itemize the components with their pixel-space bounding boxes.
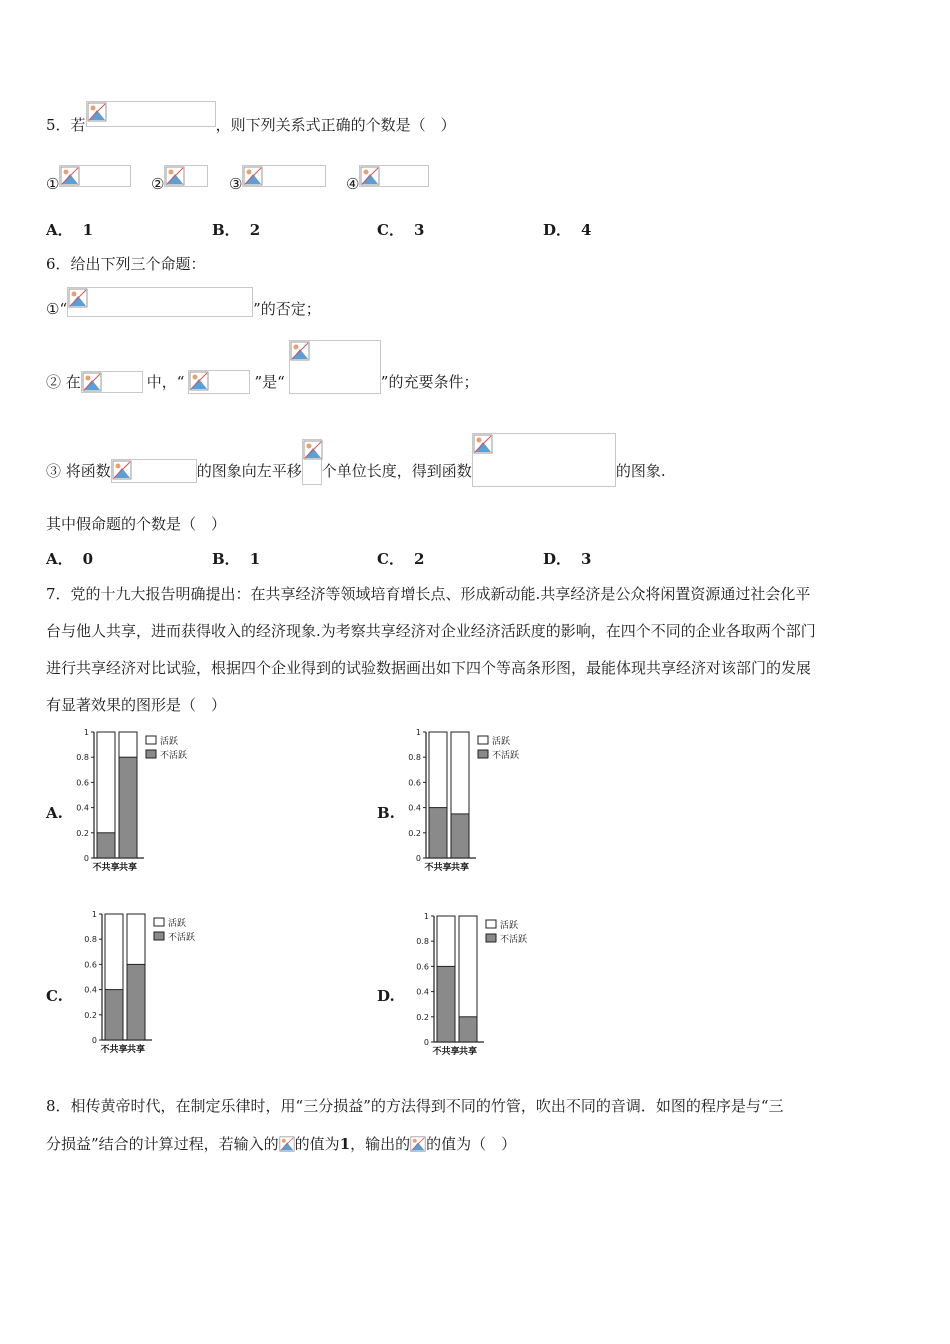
x-category-label: 不共享 <box>432 1047 460 1057</box>
q6-option-c-letter: C． <box>377 550 404 568</box>
broken-image-icon <box>360 166 380 186</box>
x-category-label: 共享 <box>458 1047 478 1057</box>
q7-stem-line-1: 7．党的十九大报告明确提出：在共享经济等领域培育增长点、形成新动能.共享经济是公众将闲置资源通过社会化平 <box>46 585 811 603</box>
q6-p3-a: ③ 将函数 <box>46 462 111 480</box>
y-tick-label: 0.2 <box>416 1012 429 1022</box>
x-category-label: 不共享 <box>424 863 452 873</box>
bar-不活跃-共享 <box>451 814 469 858</box>
legend-swatch <box>154 932 164 940</box>
y-tick-label: 0.4 <box>84 985 97 995</box>
legend-label: 活跃 <box>160 737 179 747</box>
y-tick-label: 0.8 <box>408 753 421 763</box>
y-tick-label: 0 <box>91 1036 97 1045</box>
q6-p3-d: 的图象. <box>615 462 666 480</box>
x-category-label: 共享 <box>126 1045 146 1055</box>
q5-option-d[interactable] <box>543 220 591 240</box>
q7-stem-line-2: 台与他人共享，进而获得收入的经济现象.为考察共享经济对企业经济活跃度的影响，在四个不同的企业各取两个部门 <box>46 622 816 640</box>
q5-option-c-value: 3 <box>413 221 425 239</box>
q5-option-c-letter: C． <box>377 221 404 239</box>
y-tick-label: 0.6 <box>76 778 89 788</box>
q5-item-4-label: ④ <box>346 175 360 193</box>
legend-swatch <box>478 750 488 758</box>
q5-option-a-letter: A． <box>46 221 73 239</box>
legend-label: 不活跃 <box>500 935 528 945</box>
q6-p2-image-1 <box>81 371 143 393</box>
x-category-label: 共享 <box>118 863 138 873</box>
q8-output-var-image <box>410 1135 426 1153</box>
q6-p2-a: ② 在 <box>46 373 81 391</box>
q5-item-2-image <box>164 165 208 187</box>
bar-不活跃-共享 <box>119 757 137 858</box>
q5-option-b-letter: B． <box>212 221 240 239</box>
y-tick-label: 0.2 <box>84 1010 97 1020</box>
q6-p3-image-3 <box>472 433 616 487</box>
y-tick-label: 0.8 <box>416 937 429 947</box>
chart-d-option-label[interactable]: D. <box>377 987 395 1005</box>
q6-p1-before: ①“ <box>46 300 68 318</box>
y-tick-label: 1 <box>415 728 421 737</box>
y-tick-label: 0.8 <box>76 753 89 763</box>
legend-swatch <box>486 934 496 942</box>
q6-p3-c: 个单位长度，得到函数 <box>321 462 472 480</box>
q5-item-3-label: ③ <box>229 175 243 193</box>
legend-swatch <box>478 736 488 744</box>
legend-label: 活跃 <box>168 919 187 929</box>
q6-proposition-2 <box>46 370 478 394</box>
q6-option-b[interactable] <box>212 549 260 569</box>
q5-stem-before: 若 <box>70 116 86 134</box>
q6-option-b-value: 1 <box>249 550 261 568</box>
broken-image-icon <box>279 1135 295 1153</box>
y-tick-label: 0.4 <box>408 803 421 813</box>
q6-p3-image-2 <box>302 439 322 485</box>
q5-item-4 <box>346 173 429 194</box>
q7-stem-line-3: 进行共享经济对比试验，根据四个企业得到的试验数据画出如下四个等高条形图，最能体现共享经济对该部门的发展 <box>46 659 812 677</box>
q6-proposition-3 <box>46 455 666 487</box>
broken-image-icon <box>165 166 185 186</box>
q6-option-d-letter: D． <box>543 550 572 568</box>
y-tick-label: 0 <box>423 1038 429 1047</box>
broken-image-icon <box>473 434 493 454</box>
y-tick-label: 0.2 <box>76 828 89 838</box>
broken-image-icon <box>87 102 107 122</box>
q6-proposition-1 <box>46 298 321 319</box>
q5-item-3-image <box>242 165 326 187</box>
bar-不活跃-不共享 <box>429 808 447 858</box>
q6-option-c[interactable] <box>377 549 424 569</box>
q6-p2-b: 中，“ <box>146 373 185 391</box>
q6-p3-image-1 <box>111 459 197 483</box>
q6-question: 其中假命题的个数是（ ） <box>46 515 227 533</box>
chart-d <box>418 908 548 1064</box>
x-category-label: 不共享 <box>92 863 120 873</box>
legend-label: 活跃 <box>492 737 511 747</box>
broken-image-icon <box>189 371 209 391</box>
legend-swatch <box>146 750 156 758</box>
y-tick-label: 0.8 <box>84 935 97 945</box>
broken-image-icon <box>82 372 102 392</box>
bar-不活跃-不共享 <box>437 966 455 1042</box>
q8-input-var-image <box>279 1135 295 1153</box>
q5-stem <box>46 114 456 135</box>
legend-swatch <box>146 736 156 744</box>
y-tick-label: 0.6 <box>408 778 421 788</box>
q5-item-3 <box>229 173 326 194</box>
q5-option-a[interactable] <box>46 220 93 240</box>
broken-image-icon <box>290 341 310 361</box>
x-category-label: 不共享 <box>100 1045 128 1055</box>
q6-p2-d: ”的充要条件； <box>380 373 479 391</box>
q5-item-1-image <box>59 165 131 187</box>
x-category-label: 共享 <box>450 863 470 873</box>
bar-不活跃-共享 <box>127 964 145 1040</box>
q6-p1-image <box>67 287 253 317</box>
broken-image-icon <box>303 440 323 460</box>
q8-input-value: 1 <box>339 1135 351 1153</box>
broken-image-icon <box>68 288 88 308</box>
y-tick-label: 0.4 <box>416 987 429 997</box>
q6-p2-c: ”是“ <box>254 373 285 391</box>
q8-line-2-b: 的值为 <box>294 1135 340 1153</box>
q8-line-1: 8．相传黄帝时代，在制定乐律时，用“三分损益”的方法得到不同的竹管，吹出不同的音调．如图的程序是与“三 <box>46 1097 784 1115</box>
q5-stem-after: ，则下列关系式正确的个数是（ ） <box>215 116 456 134</box>
q6-p2-image-3 <box>289 340 381 394</box>
q6-p2-image-2 <box>188 370 250 394</box>
q5-number: 5． <box>46 116 71 134</box>
y-tick-label: 1 <box>83 728 89 737</box>
q6-option-a-letter: A． <box>46 550 73 568</box>
q5-item-1 <box>46 173 131 194</box>
chart-a-option-label[interactable]: A. <box>46 804 63 822</box>
q5-item-2 <box>151 173 208 194</box>
q5-item-4-image <box>359 165 429 187</box>
q6-stem: 6．给出下列三个命题： <box>46 255 206 273</box>
q8-line-2-d: 的值为（ ） <box>426 1135 517 1153</box>
q6-p3-b: 的图象向左平移 <box>196 462 302 480</box>
broken-image-icon <box>112 460 132 480</box>
bar-不活跃-不共享 <box>105 990 123 1040</box>
legend-swatch <box>154 918 164 926</box>
q6-option-a[interactable] <box>46 549 93 569</box>
broken-image-icon <box>410 1135 426 1153</box>
chart-c-option-label[interactable]: C. <box>46 987 63 1005</box>
legend-swatch <box>486 920 496 928</box>
bar-不活跃-共享 <box>459 1017 477 1042</box>
q6-option-c-value: 2 <box>413 550 425 568</box>
y-tick-label: 0.6 <box>416 962 429 972</box>
chart-c <box>86 906 216 1062</box>
q5-option-d-value: 4 <box>581 221 592 239</box>
q5-formula-image <box>86 101 216 127</box>
q6-option-a-value: 0 <box>82 550 94 568</box>
q8-line-2 <box>46 1133 516 1154</box>
q5-option-a-value: 1 <box>82 221 94 239</box>
q5-option-c[interactable] <box>377 220 424 240</box>
q6-option-d-value: 3 <box>581 550 592 568</box>
q5-option-b[interactable] <box>212 220 260 240</box>
chart-b-option-label[interactable]: B. <box>377 804 395 822</box>
q6-p1-after: ”的否定； <box>253 300 321 318</box>
bar-不活跃-不共享 <box>97 833 115 858</box>
legend-label: 活跃 <box>500 921 519 931</box>
y-tick-label: 0.2 <box>408 828 421 838</box>
q8-line-2-a: 分损益”结合的计算过程，若输入的 <box>46 1135 279 1153</box>
q5-option-d-letter: D． <box>543 221 572 239</box>
q6-option-d[interactable] <box>543 549 591 569</box>
q5-option-b-value: 2 <box>249 221 261 239</box>
q5-item-2-label: ② <box>151 175 165 193</box>
y-tick-label: 0 <box>83 854 89 863</box>
y-tick-label: 1 <box>423 912 429 921</box>
broken-image-icon <box>243 166 263 186</box>
q8-line-2-c: ，输出的 <box>350 1135 411 1153</box>
chart-b <box>410 724 540 880</box>
q5-item-1-label: ① <box>46 175 60 193</box>
chart-a <box>78 724 208 880</box>
y-tick-label: 0.4 <box>76 803 89 813</box>
y-tick-label: 1 <box>91 910 97 919</box>
legend-label: 不活跃 <box>168 933 196 943</box>
broken-image-icon <box>60 166 80 186</box>
q7-stem-line-4: 有显著效果的图形是（ ） <box>46 696 227 714</box>
legend-label: 不活跃 <box>160 751 188 761</box>
q6-option-b-letter: B． <box>212 550 240 568</box>
y-tick-label: 0.6 <box>84 960 97 970</box>
y-tick-label: 0 <box>415 854 421 863</box>
legend-label: 不活跃 <box>492 751 520 761</box>
